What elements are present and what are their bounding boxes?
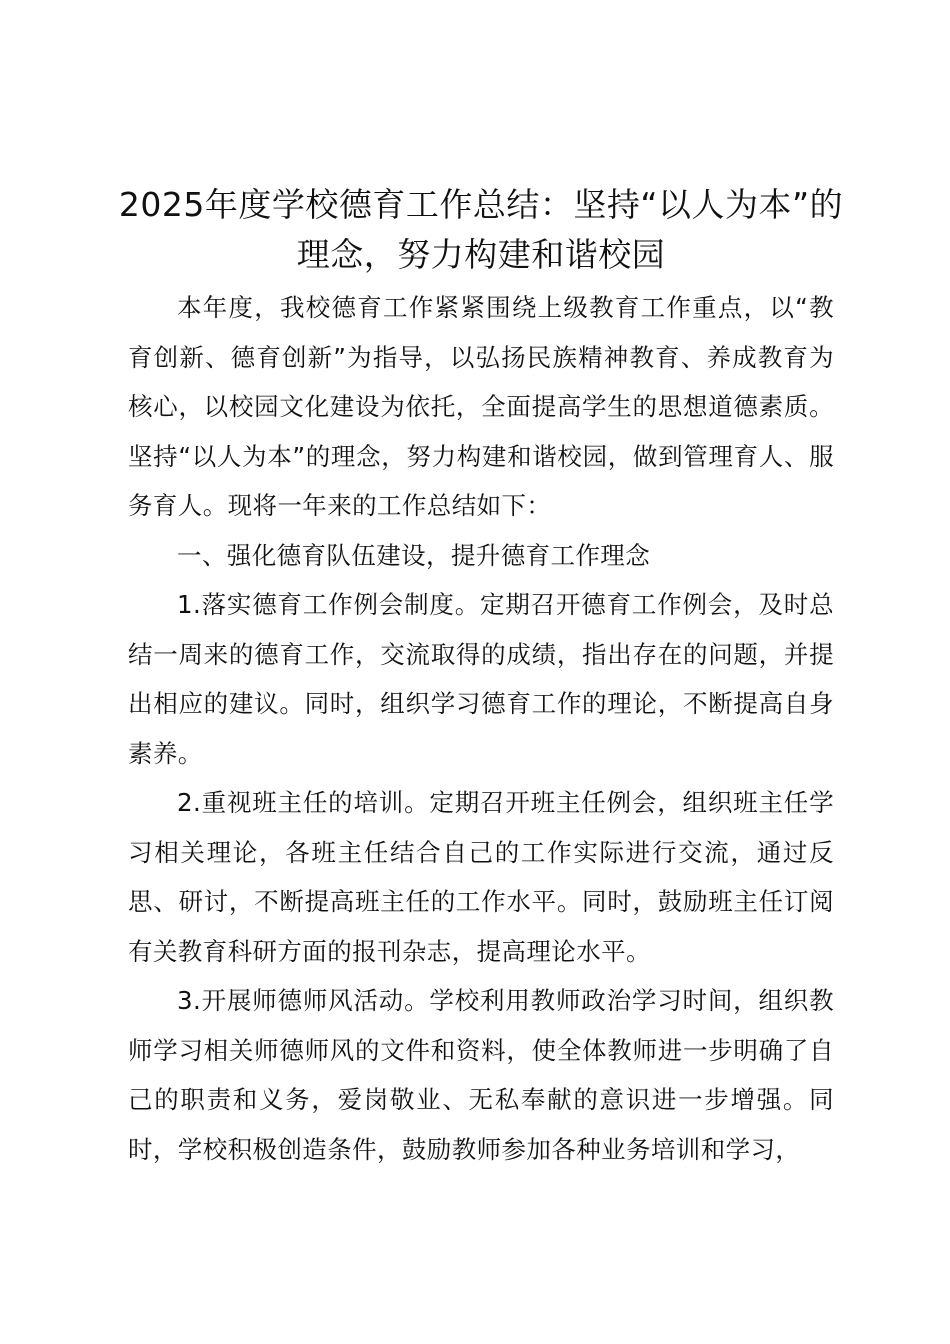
- intro-paragraph: 本年度，我校德育工作紧紧围绕上级教育工作重点，以“教育创新、德育创新”为指导，以弘扬民族精神教育、养成教育为核心，以校园文化建设为依托，全面提高学生的思想道德素质。坚持“以人为本”的理念，努力构建和谐校园，做到管理育人、服务育人。现将一年来的工作总结如下：: [128, 293, 834, 520]
- document-title: 2025年度学校德育工作总结：坚持“以人为本”的理念，努力构建和谐校园: [118, 185, 844, 274]
- item-paragraph-3: 3.开展师德师风活动。学校利用教师政治学习时间，组织教师学习相关师德师风的文件和资料，使全体教师进一步明确了自己的职责和义务，爱岗敬业、无私奉献的意识进一步增强。同时，学校积极创造条件，鼓励教师参加各种业务培训和学习，: [128, 986, 834, 1164]
- item-paragraph-2: 2.重视班主任的培训。定期召开班主任例会，组织班主任学习相关理论，各班主任结合自己的工作实际进行交流，通过反思、研讨，不断提高班主任的工作水平。同时，鼓励班主任订阅有关教育科研方面的报刊杂志，提高理论水平。: [128, 788, 834, 966]
- section-heading-1: 一、强化德育队伍建设，提升德育工作理念: [177, 540, 651, 570]
- document-body: [118, 180, 844, 1174]
- item-paragraph-1: 1.落实德育工作例会制度。定期召开德育工作例会，及时总结一周来的德育工作，交流取得的成绩，指出存在的问题，并提出相应的建议。同时，组织学习德育工作的理论，不断提高自身素养。: [128, 590, 834, 768]
